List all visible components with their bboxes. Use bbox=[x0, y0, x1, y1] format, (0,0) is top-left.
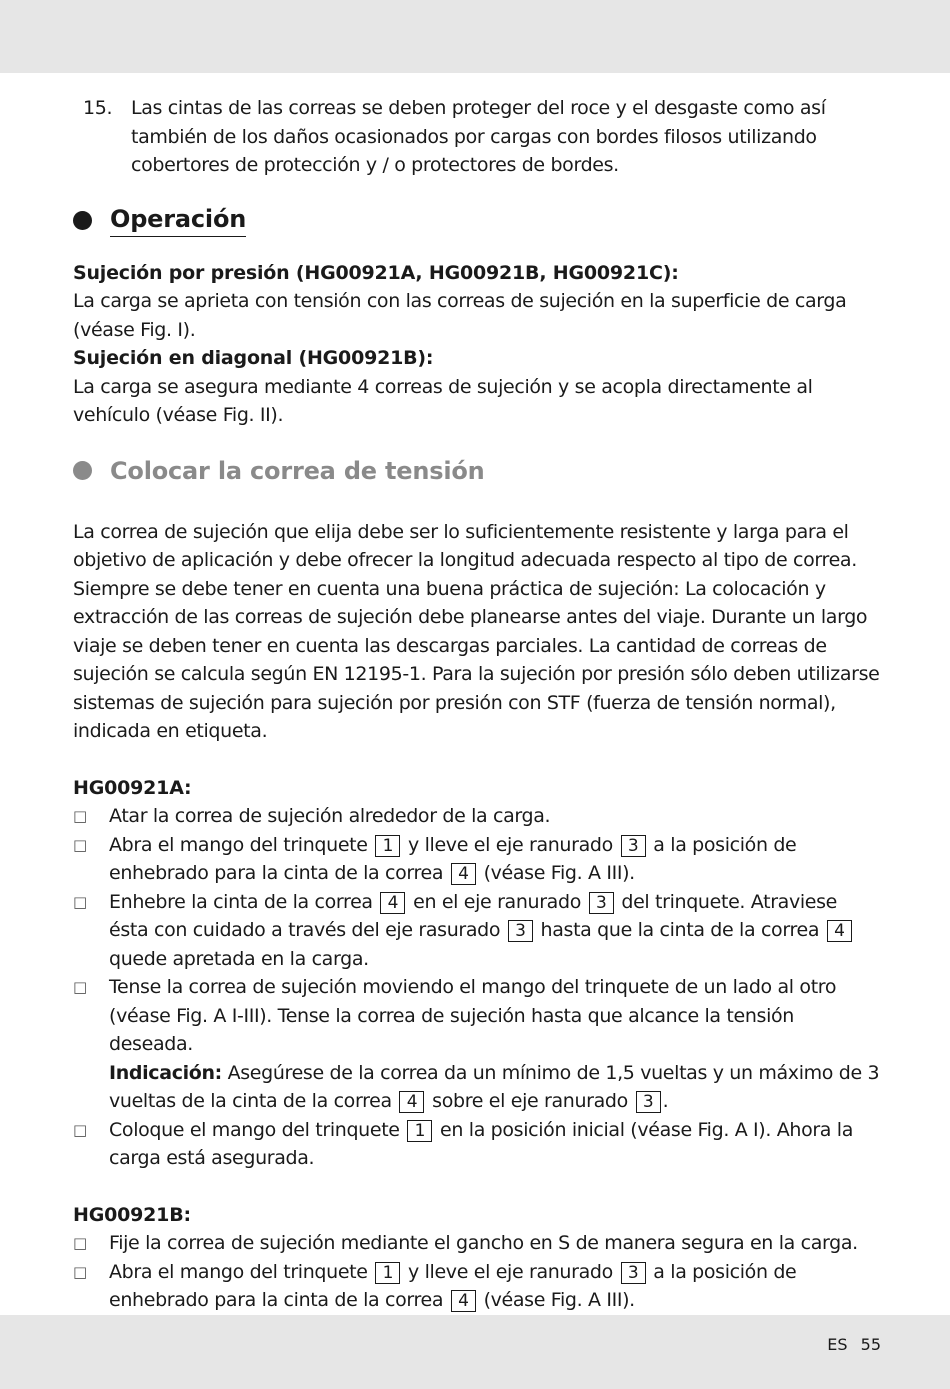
part-ref: 1 bbox=[407, 1120, 432, 1142]
part-ref: 3 bbox=[589, 892, 614, 914]
part-ref: 3 bbox=[508, 920, 533, 942]
checkbox-icon: □ bbox=[73, 1234, 88, 1252]
list-item-text: Tense la correa de sujeción moviendo el mango del trinquete de un lado al otro (véase Fig. A I-III). Tense la correa de sujeción hasta que alcance la tensión deseada. Indicación: Asegúrese de la correa da un mínimo de 1,5 vueltas y un máximo de 3 vueltas de la cinta de la correa 4 sobre el eje ranurado 3 . bbox=[109, 976, 880, 1112]
subheading-diagonal: Sujeción en diagonal (HG00921B): bbox=[73, 347, 434, 369]
list-item bbox=[73, 888, 881, 974]
list-item-text: Enhebre la cinta de la correa 4 en el eje ranurado 3 del trinquete. Atraviese ésta con cuidado a través del eje rasurado 3 hasta que la cinta de la correa 4 quede apretada en la carga. bbox=[109, 888, 881, 974]
list-item-text: Abra el mango del trinquete 1 y lleve el eje ranurado 3 a la posición de enhebrado para la cinta de la correa 4 (véase Fig. A III). bbox=[109, 1260, 797, 1311]
note-label: Indicación: bbox=[109, 1061, 222, 1084]
part-ref: 1 bbox=[375, 835, 400, 857]
item-text: Las cintas de las correas se deben proteger del roce y el desgaste como así también de los daños ocasionados por cargas con bordes filosos utilizando cobertores de protección y / o protectores de bordes. bbox=[131, 97, 826, 176]
list-item-text: Fije la correa de sujeción mediante el gancho en S de manera segura en la carga. bbox=[109, 1232, 858, 1254]
paragraph-diagonal: La carga se asegura mediante 4 correas de sujeción y se acopla directamente al vehículo (véase Fig. II). bbox=[73, 375, 813, 426]
section-title: Operación bbox=[110, 204, 246, 237]
item-number: 15. bbox=[83, 97, 113, 119]
list-item-text: Coloque el mango del trinquete 1 en la posición inicial (véase Fig. A I). Ahora la carga está asegurada. bbox=[109, 1118, 854, 1169]
list-item bbox=[73, 831, 881, 888]
part-ref: 1 bbox=[375, 1262, 400, 1284]
paragraph-colocar: La correa de sujeción que elija debe ser lo suficientemente resistente y larga para el objetivo de aplicación y debe ofrecer la longitud adecuada respecto al tipo de correa. Siempre se debe tener en cuenta una buena práctica de sujeción: La colocación y extracción de las correas de sujeción debe planearse antes del viaje. Durante un largo viaje se deben tener en cuenta las descargas parciales. La cantidad de correas de sujeción se calcula según EN 12195-1. Para la sujeción por presión sólo deben utilizarse sistemas de sujeción para sujeción por presión con STF (fuerza de tensión normal), indicada en etiqueta. bbox=[73, 520, 880, 742]
page-content bbox=[73, 94, 881, 1372]
subheading-hg00921a: HG00921A: bbox=[73, 776, 192, 799]
paragraph-presion: La carga se aprieta con tensión con las correas de sujeción en la superficie de carga (véase Fig. I). bbox=[73, 290, 847, 341]
bullet-dot-icon bbox=[73, 211, 92, 230]
part-ref: 3 bbox=[636, 1091, 661, 1113]
section-heading-colocar bbox=[73, 456, 881, 486]
footer-band bbox=[0, 1315, 950, 1389]
bullet-dot-icon bbox=[73, 461, 92, 480]
list-item bbox=[73, 1258, 881, 1315]
list-item bbox=[73, 1116, 881, 1173]
part-ref: 3 bbox=[621, 1262, 646, 1284]
list-item bbox=[73, 973, 881, 1116]
part-ref: 4 bbox=[399, 1091, 424, 1113]
list-item bbox=[73, 1229, 881, 1258]
subheading-hg00921b: HG00921B: bbox=[73, 1203, 191, 1226]
checkbox-icon: □ bbox=[73, 1120, 88, 1139]
checkbox-icon: □ bbox=[73, 1262, 88, 1281]
subheading-presion: Sujeción por presión (HG00921A, HG00921B, HG00921C): bbox=[73, 261, 679, 284]
section-heading-operacion bbox=[73, 204, 881, 237]
checkbox-icon: □ bbox=[73, 892, 88, 911]
language-code: ES bbox=[827, 1335, 848, 1354]
list-item-15 bbox=[83, 94, 881, 180]
part-ref: 4 bbox=[827, 920, 852, 942]
part-ref: 4 bbox=[451, 1290, 476, 1312]
checkbox-icon: □ bbox=[73, 807, 88, 825]
checkbox-icon: □ bbox=[73, 835, 88, 854]
part-ref: 3 bbox=[621, 835, 646, 857]
part-ref: 4 bbox=[380, 892, 405, 914]
page-number: 55 bbox=[860, 1335, 881, 1354]
list-item-text: Atar la correa de sujeción alrededor de la carga. bbox=[109, 805, 551, 827]
checkbox-icon: □ bbox=[73, 978, 88, 996]
part-ref: 4 bbox=[451, 863, 476, 885]
list-item bbox=[73, 802, 881, 831]
header-band bbox=[0, 0, 950, 73]
section-title: Colocar la correa de tensión bbox=[110, 456, 485, 485]
list-item-text: Abra el mango del trinquete 1 y lleve el eje ranurado 3 a la posición de enhebrado para la cinta de la correa 4 (véase Fig. A III). bbox=[109, 833, 797, 884]
page-footer bbox=[827, 1335, 881, 1354]
